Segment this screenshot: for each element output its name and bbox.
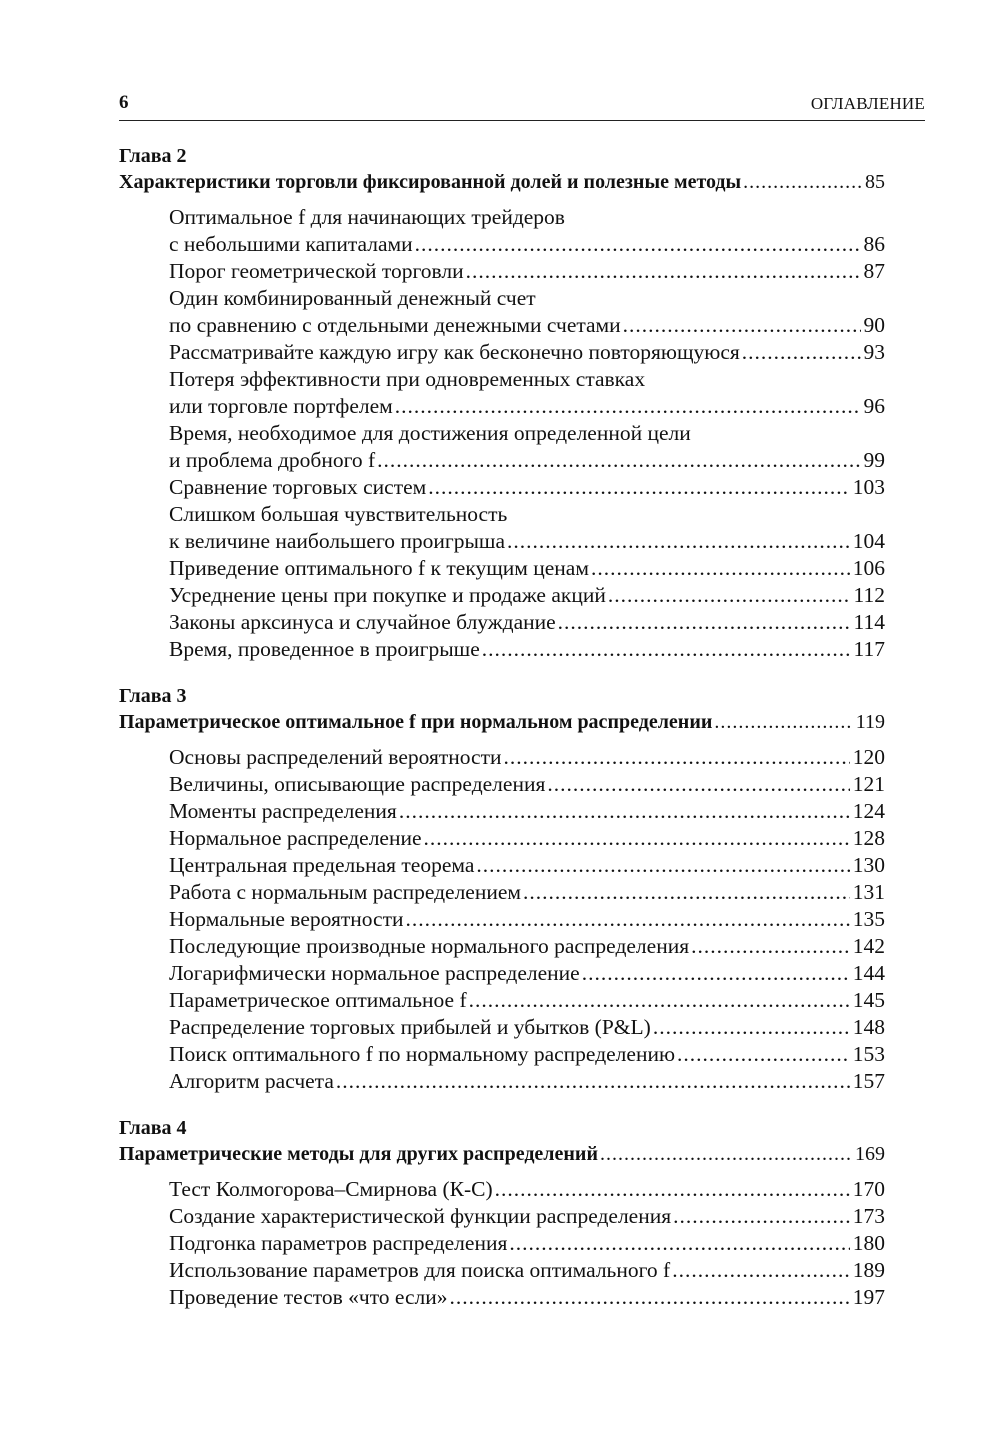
running-header [119, 88, 925, 121]
toc-entry-page-number: 106 [852, 556, 885, 580]
toc-entry-first-line: Один комбинированный денежный счет [169, 286, 536, 310]
toc-entry-page-number: 120 [852, 745, 885, 769]
toc-entry-first-line: Потеря эффективности при одновременных ставках [169, 367, 646, 391]
toc-entry-page-number: 131 [852, 880, 885, 904]
toc-entry-text: Поиск оптимального f по нормальному распределению [169, 1042, 676, 1066]
toc-entry-line [169, 609, 885, 636]
toc-entry-text: Основы распределений вероятности [169, 745, 502, 769]
toc-entry-text: Параметрическое оптимальное f [169, 988, 467, 1012]
toc-entry-text: Нормальные вероятности [169, 907, 404, 931]
dot-leader [482, 636, 851, 663]
toc-entries [119, 204, 885, 663]
toc-entry-page-number: 104 [852, 529, 885, 553]
toc-entry-page-number: 142 [852, 934, 885, 958]
chapter-label: Глава 2 [119, 145, 187, 167]
toc-entry-page-number: 93 [863, 340, 885, 364]
toc-chapter [119, 683, 885, 1095]
running-section-title: ОГЛАВЛЕНИЕ [810, 94, 925, 113]
toc-entry-line [169, 1284, 885, 1311]
dot-leader [336, 1068, 850, 1095]
toc-entry-line [169, 1230, 885, 1257]
dot-leader [743, 169, 862, 195]
toc-entry[interactable] [169, 1176, 885, 1203]
toc-entry[interactable] [169, 1041, 885, 1068]
toc-entry-line [169, 1068, 885, 1095]
dot-leader [395, 393, 861, 420]
toc-entry[interactable] [169, 1230, 885, 1257]
toc-entry[interactable] [169, 1014, 885, 1041]
toc-entry[interactable] [169, 1257, 885, 1284]
toc-entry[interactable] [169, 987, 885, 1014]
toc-entries [119, 744, 885, 1095]
dot-leader [503, 744, 849, 771]
toc-entries [119, 1176, 885, 1311]
toc-entry-line [169, 258, 885, 285]
toc-entry-page-number: 117 [853, 637, 885, 661]
dot-leader [672, 1257, 850, 1284]
dot-leader [608, 582, 851, 609]
toc-entry-line [169, 231, 885, 258]
toc-entry-text: Тест Колмогорова–Смирнова (К-С) [169, 1177, 493, 1201]
toc-entry-line [169, 987, 885, 1014]
dot-leader [507, 528, 850, 555]
toc-entry-text: Нормальное распределение [169, 826, 422, 850]
toc-entry-text: Создание характеристической функции распределения [169, 1204, 672, 1228]
chapter-title-line[interactable] [119, 709, 885, 735]
toc-entry[interactable] [169, 204, 885, 258]
toc-entry-text: или торговле портфелем [169, 394, 393, 418]
toc-entry-line [169, 393, 885, 420]
toc-entry-text: Использование параметров для поиска оптимального f [169, 1258, 671, 1282]
toc-entry-page-number: 128 [852, 826, 885, 850]
dot-leader [466, 258, 861, 285]
toc-entry[interactable] [169, 366, 885, 420]
chapter-title: Параметрическое оптимальное f при нормальном распределении [119, 711, 713, 733]
toc-entry[interactable] [169, 258, 885, 285]
dot-leader [523, 879, 850, 906]
toc-entry-page-number: 96 [863, 394, 885, 418]
toc-entry-page-number: 148 [852, 1015, 885, 1039]
toc-entry-text: Законы арксинуса и случайное блуждание [169, 610, 556, 634]
toc-entry-text: Усреднение цены при покупке и продаже акций [169, 583, 606, 607]
toc-entry-line [169, 1014, 885, 1041]
toc-entry-page-number: 114 [853, 610, 885, 634]
toc-entry-page-number: 121 [852, 772, 885, 796]
toc-entry[interactable] [169, 771, 885, 798]
toc-entry-line [169, 798, 885, 825]
toc-entry-line [169, 906, 885, 933]
chapter-label: Глава 4 [119, 1117, 187, 1139]
dot-leader [677, 1041, 850, 1068]
dot-leader [591, 555, 850, 582]
toc-entry-text: Время, проведенное в проигрыше [169, 637, 480, 661]
toc-entry-text: Порог геометрической торговли [169, 259, 464, 283]
toc-entry-line [169, 528, 885, 555]
toc-entry[interactable] [169, 906, 885, 933]
chapter-page-number: 119 [855, 711, 885, 733]
dot-leader [405, 906, 849, 933]
dot-leader [469, 987, 850, 1014]
toc-entry-first-line: Слишком большая чувствительность [169, 502, 508, 526]
toc-entry-first-line: Оптимальное f для начинающих трейдеров [169, 205, 565, 229]
toc-entry-text: Рассматривайте каждую игру как бесконечно повторяющуюся [169, 340, 740, 364]
toc-entry-text: по сравнению с отдельными денежными счетами [169, 313, 621, 337]
toc-entry-page-number: 170 [852, 1177, 885, 1201]
toc-chapter [119, 1115, 885, 1311]
chapter-title-line[interactable] [119, 1141, 885, 1167]
toc-entry[interactable] [169, 1203, 885, 1230]
toc-chapter [119, 143, 885, 663]
toc-entry-page-number: 112 [853, 583, 885, 607]
dot-leader [673, 1203, 850, 1230]
dot-leader [623, 312, 861, 339]
chapter-label: Глава 3 [119, 685, 187, 707]
toc-entry-text: Подгонка параметров распределения [169, 1231, 508, 1255]
toc-entry-text: Работа с нормальным распределением [169, 880, 521, 904]
chapter-title-line[interactable] [119, 169, 885, 195]
toc-entry-page-number: 90 [863, 313, 885, 337]
toc-entry-line [169, 960, 885, 987]
toc-entry-page-number: 87 [863, 259, 885, 283]
dot-leader [476, 852, 849, 879]
toc-entry-line [169, 636, 885, 663]
toc-entry[interactable] [169, 879, 885, 906]
toc-entry-line [169, 771, 885, 798]
toc-entry-page-number: 145 [852, 988, 885, 1012]
dot-leader [415, 231, 861, 258]
dot-leader [558, 609, 851, 636]
dot-leader [450, 1284, 850, 1311]
toc-entry-line [169, 852, 885, 879]
toc-entry[interactable] [169, 933, 885, 960]
toc-entry-line [169, 825, 885, 852]
toc-entry-line [169, 474, 885, 501]
dot-leader [547, 771, 849, 798]
toc-entry-line [169, 744, 885, 771]
toc-entry[interactable] [169, 582, 885, 609]
toc-entry[interactable] [169, 852, 885, 879]
toc-entry-page-number: 157 [852, 1069, 885, 1093]
toc-entry[interactable] [169, 744, 885, 771]
toc-entry[interactable] [169, 798, 885, 825]
toc-entry-text: Алгоритм расчета [169, 1069, 334, 1093]
toc-entry-line [169, 879, 885, 906]
toc-entry-page-number: 180 [852, 1231, 885, 1255]
toc-entry-text: Приведение оптимального f к текущим ценам [169, 556, 589, 580]
toc-entry-text: к величине наибольшего проигрыша [169, 529, 505, 553]
dot-leader [377, 447, 860, 474]
toc-entry[interactable] [169, 555, 885, 582]
toc-entry-text: и проблема дробного f [169, 448, 376, 472]
toc-entry-line [169, 1203, 885, 1230]
toc-entry-line [169, 933, 885, 960]
dot-leader [600, 1141, 852, 1167]
toc-entry-text: Распределение торговых прибылей и убытков (P&L) [169, 1015, 651, 1039]
toc-entry-text: с небольшими капиталами [169, 232, 413, 256]
dot-leader [428, 474, 849, 501]
toc-entry[interactable] [169, 636, 885, 663]
toc-entry-line [169, 582, 885, 609]
toc-entry-line [169, 339, 885, 366]
toc-entry[interactable] [169, 285, 885, 339]
dot-leader [714, 709, 852, 735]
chapter-title: Характеристики торговли фиксированной долей и полезные методы [119, 171, 742, 193]
document-page [119, 88, 925, 1311]
toc-entry-text: Центральная предельная теорема [169, 853, 475, 877]
toc-entry-page-number: 124 [852, 799, 885, 823]
toc-entry-text: Проведение тестов «что если» [169, 1285, 448, 1309]
dot-leader [509, 1230, 849, 1257]
toc-entry[interactable] [169, 609, 885, 636]
toc-entry-text: Моменты распределения [169, 799, 397, 823]
toc-entry-line [169, 312, 885, 339]
toc-entry[interactable] [169, 825, 885, 852]
chapter-title: Параметрические методы для других распределений [119, 1143, 598, 1165]
toc-entry-page-number: 144 [852, 961, 885, 985]
chapter-page-number: 169 [855, 1143, 885, 1165]
toc-entry[interactable] [169, 339, 885, 366]
toc-entry[interactable] [169, 960, 885, 987]
toc-entry-page-number: 86 [863, 232, 885, 256]
dot-leader [653, 1014, 850, 1041]
toc-entry-text: Сравнение торговых систем [169, 475, 427, 499]
toc-entry-text: Последующие производные нормального распределения [169, 934, 690, 958]
toc-entry-page-number: 153 [852, 1042, 885, 1066]
toc-entry-page-number: 99 [863, 448, 885, 472]
toc-entry-first-line: Время, необходимое для достижения определенной цели [169, 421, 691, 445]
toc-entry[interactable] [169, 420, 885, 474]
toc-entry-page-number: 130 [852, 853, 885, 877]
dot-leader [495, 1176, 850, 1203]
dot-leader [742, 339, 861, 366]
page-number: 6 [119, 92, 129, 113]
toc-entry[interactable] [169, 1068, 885, 1095]
toc-entry-text: Величины, описывающие распределения [169, 772, 546, 796]
toc-entry[interactable] [169, 501, 885, 555]
toc-entry-page-number: 173 [852, 1204, 885, 1228]
toc-entry-line [169, 1041, 885, 1068]
toc-entry-page-number: 189 [852, 1258, 885, 1282]
dot-leader [582, 960, 850, 987]
toc-entry[interactable] [169, 1284, 885, 1311]
toc-entry-line [169, 555, 885, 582]
toc-entry[interactable] [169, 474, 885, 501]
toc-entry-page-number: 103 [852, 475, 885, 499]
toc-entry-line [169, 1176, 885, 1203]
dot-leader [424, 825, 850, 852]
dot-leader [399, 798, 850, 825]
toc-entry-text: Логарифмически нормальное распределение [169, 961, 580, 985]
toc-entry-page-number: 135 [852, 907, 885, 931]
chapter-page-number: 85 [865, 171, 885, 193]
toc-entry-page-number: 197 [852, 1285, 885, 1309]
toc-entry-line [169, 1257, 885, 1284]
dot-leader [691, 933, 850, 960]
table-of-contents [119, 143, 885, 1311]
toc-entry-line [169, 447, 885, 474]
